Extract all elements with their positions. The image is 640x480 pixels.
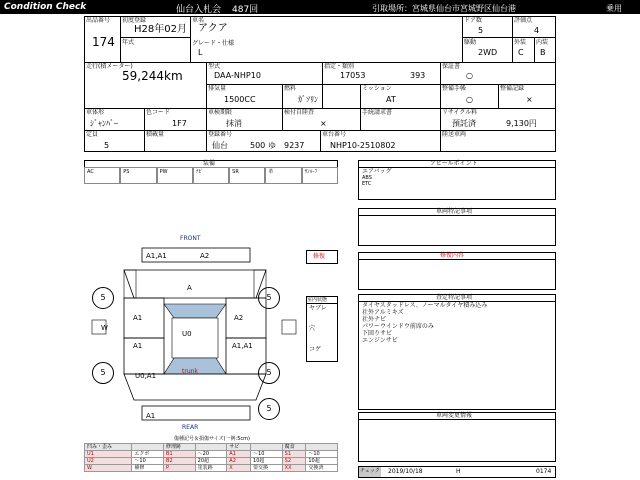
legend-cell: 塗装跡 xyxy=(195,465,227,472)
equipment-label: 装備 xyxy=(203,160,216,167)
legend-cell: 〜10 xyxy=(132,458,164,465)
interior-item-3: コゲ xyxy=(309,346,322,353)
vehicle-category: 乗用 xyxy=(606,4,622,13)
legend-cell: 20超 xyxy=(195,458,227,465)
legend-cell: B1 xyxy=(164,451,196,458)
appeal-line-3: ETC xyxy=(362,181,372,187)
body-type-label: 車体形 xyxy=(86,109,105,116)
first-reg-value: H28年02月 xyxy=(134,24,187,35)
inspection-date: 2019/10/18 xyxy=(388,468,423,475)
warranty-value: ○ xyxy=(466,71,473,80)
displacement-label: 排気量 xyxy=(208,85,227,92)
manual-value: ○ xyxy=(466,95,473,104)
front-label: FRONT xyxy=(180,235,201,242)
recycle-label: リサイクル料 xyxy=(442,109,478,116)
appeal-label: アピールポイント xyxy=(430,160,478,167)
footer-lot: 0174 xyxy=(536,468,552,475)
tire-front-right: 5 xyxy=(258,287,280,309)
appeal-line-2: ABS xyxy=(362,175,372,181)
capacity-label: 定員 xyxy=(86,131,99,138)
car-name-label: 車名 xyxy=(192,17,205,24)
equipment-cell xyxy=(265,167,301,184)
change-info-label: 車両変更情報 xyxy=(436,412,473,419)
exterior-grade: C xyxy=(518,48,524,57)
score-label: 評価点 xyxy=(514,17,533,24)
equipment-cell xyxy=(84,167,120,184)
legend-cell xyxy=(195,444,227,451)
exterior-label: 外装 xyxy=(514,39,527,46)
mark-mirror-left: W xyxy=(101,324,108,332)
equipment-item: ｻﾝﾙｰﾌ xyxy=(304,169,318,175)
legend-row xyxy=(85,458,338,465)
mark-left-rear-quarter: U0,A1 xyxy=(135,372,157,380)
legend-cell: S1 xyxy=(282,451,306,458)
equipment-item: PW xyxy=(159,169,168,175)
legend-cell: 〜20 xyxy=(195,451,227,458)
legend-cell: 修理跡 xyxy=(164,444,196,451)
repair-label: 修復 xyxy=(313,253,326,260)
capacity-value: 5 xyxy=(104,141,110,150)
inspector-note-4: パワーウインドウ前席のみ xyxy=(362,323,434,330)
auction-name: 仙台入札会 xyxy=(176,5,222,15)
pickup-location: 引取場所：宮城県仙台市宮城野区仙台港 xyxy=(372,4,516,13)
legend-row xyxy=(85,451,338,458)
mark-left-front-door: A1 xyxy=(133,314,143,322)
legend-cell: 〜10 xyxy=(251,451,283,458)
designation-label: 指定・類別 xyxy=(324,63,355,70)
mission-label: ミッション xyxy=(362,85,392,92)
legend-cell: 10超 xyxy=(306,458,338,465)
legend-cell: エクボ xyxy=(132,451,164,458)
legend-cell: X xyxy=(227,465,251,472)
legend-cell: 交換済 xyxy=(306,465,338,472)
odometer-label: 走行(積メーター) xyxy=(86,63,133,70)
trunk-label: trunk xyxy=(182,368,198,375)
session-number: 487回 xyxy=(232,5,259,15)
legend-cell: 〜10 xyxy=(306,451,338,458)
equipment-cell xyxy=(302,167,338,184)
legend-cell: S2 xyxy=(282,458,306,465)
color-code-value: 1F7 xyxy=(172,119,187,128)
inspector-note-1: タイヤスタッドレス、ノーマルタイヤ積み込み xyxy=(362,302,488,309)
recall-label: 手続請求書 xyxy=(362,109,393,116)
inspector-note-2: 社外アルミキズ xyxy=(362,309,404,316)
legend-cell: A2 xyxy=(227,458,251,465)
interior-item-2: 穴 xyxy=(309,325,316,332)
mark-hood: A xyxy=(187,284,192,292)
interior-item-1: ヤブレ xyxy=(309,305,327,312)
legend-cell xyxy=(251,444,283,451)
legend-cell: XX xyxy=(282,465,306,472)
equipment-item: ﾅﾋﾞ xyxy=(195,169,204,175)
equipment-item: PS xyxy=(123,169,130,175)
manual-label: 整備手帳 xyxy=(442,85,467,92)
legend-cell: A1 xyxy=(227,451,251,458)
warranty-label: 保証書 xyxy=(442,63,461,70)
inspection-value: 抹消 xyxy=(226,119,242,128)
score-value: 4 xyxy=(534,26,540,35)
spare-tire: 5 xyxy=(258,398,280,420)
legend-cell: P xyxy=(164,465,196,472)
reg-city: 仙台 xyxy=(212,141,228,150)
tire-rear-right: 5 xyxy=(258,362,280,384)
equipment-cell xyxy=(120,167,156,184)
pickup-label: 陸送車両 xyxy=(442,131,467,138)
type-label: 型式 xyxy=(208,63,221,70)
fuel-value: ｶﾞｿﾘﾝ xyxy=(298,95,318,104)
chassis-value: NHP10-2510802 xyxy=(330,141,396,150)
check-label: チェック xyxy=(360,468,380,474)
lot-number: 174 xyxy=(92,35,115,49)
legend-cell: 凹み・歪み xyxy=(85,444,132,451)
recycle-amount: 9,130円 xyxy=(506,119,537,128)
legend-cell: 10超 xyxy=(251,458,283,465)
record-value: × xyxy=(526,95,533,104)
legend-cell: U2 xyxy=(85,458,132,465)
displacement-value: 1500CC xyxy=(224,95,256,104)
mark-right-rear-door: A1,A1 xyxy=(232,342,253,350)
model-year-label: 年式 xyxy=(122,39,135,46)
inspector-note-5: 下回りサビ xyxy=(362,330,393,337)
rear-label: REAR xyxy=(182,424,199,431)
inspector-notes-label: 査定特記事項 xyxy=(436,294,473,301)
first-reg-label: 初度登録 xyxy=(122,17,147,24)
equipment-cell xyxy=(229,167,265,184)
body-type-value: ｼﾞｬﾝﾊﾞｰ xyxy=(90,119,118,128)
record-label: 整備記録 xyxy=(500,85,525,92)
inspector-note-3: 社外ナビ xyxy=(362,316,387,323)
chassis-label: 車台番号 xyxy=(322,131,347,138)
doors-value: 5 xyxy=(478,26,484,35)
tax-label: 検付自陸査 xyxy=(284,109,315,116)
inspector-mark: H xyxy=(456,468,461,475)
grade-value: L xyxy=(198,48,203,57)
color-code-label: 色コード xyxy=(146,109,171,116)
interior-grade: B xyxy=(540,48,546,57)
drive-value: 2WD xyxy=(478,48,498,57)
car-name: アクア xyxy=(198,23,228,34)
legend-table xyxy=(84,443,338,472)
drive-label: 駆動 xyxy=(464,39,477,46)
equipment-cell xyxy=(193,167,229,184)
equipment-cell xyxy=(157,167,193,184)
equipment-item: AC xyxy=(87,169,94,175)
legend-row xyxy=(85,465,338,472)
mark-front-bumper-right: A2 xyxy=(200,252,210,260)
legend-cell: 要交換 xyxy=(251,465,283,472)
reg-kana: ゆ xyxy=(268,141,276,150)
sheet-title: Condition Check xyxy=(4,2,87,12)
reg-no-label: 登録番号 xyxy=(208,131,233,138)
legend-cell: B2 xyxy=(164,458,196,465)
reg-number: 9237 xyxy=(284,141,305,150)
legend-cell: 補修 xyxy=(132,465,164,472)
header-bar xyxy=(0,0,640,14)
inspection-label: 車検期限 xyxy=(208,109,233,116)
fuel-label: 燃料 xyxy=(284,85,297,92)
equipment-item: SR xyxy=(232,169,239,175)
legend-row xyxy=(85,444,338,451)
special-notes-label: 車両特記事項 xyxy=(436,208,473,215)
doors-label: ドア数 xyxy=(464,17,482,24)
odometer-value: 59,244km xyxy=(122,69,183,83)
tire-rear-left: 5 xyxy=(92,362,114,384)
legend-cell: サビ xyxy=(227,444,251,451)
appeal-line-1: エアバッグ xyxy=(362,168,392,175)
mark-right-front-door: A2 xyxy=(234,314,244,322)
lot-label: 出品番号 xyxy=(86,17,111,24)
type-value: DAA-NHP10 xyxy=(214,71,261,80)
reg-class: 500 xyxy=(250,141,266,150)
legend-cell xyxy=(306,444,338,451)
tire-front-left: 5 xyxy=(92,287,114,309)
legend-cell: W xyxy=(85,465,132,472)
mark-front-bumper-left: A1,A1 xyxy=(146,252,167,260)
class-number: 393 xyxy=(410,71,426,80)
interior-label: 室内状態 xyxy=(307,297,328,303)
legend-title: 傷種記号＆損傷サイズ(一例:5cm) xyxy=(174,436,250,442)
legend-cell xyxy=(132,444,164,451)
recycle-status: 預託済 xyxy=(452,119,476,128)
repair-content-label: 修復内容 xyxy=(440,252,465,259)
designation-value: 17053 xyxy=(340,71,366,80)
mark-roof: U0 xyxy=(182,330,192,338)
load-label: 積載量 xyxy=(146,131,165,138)
legend-cell: U1 xyxy=(85,451,132,458)
grade-label: グレード・仕様 xyxy=(192,40,235,47)
interior-label: 内装 xyxy=(536,39,549,46)
legend-cell: 腐食 xyxy=(282,444,306,451)
inspector-note-6: エンジンサビ xyxy=(362,337,398,344)
equipment-item: 革 xyxy=(268,169,274,175)
mission-value: AT xyxy=(386,95,396,104)
mark-rear-bumper: A1 xyxy=(146,412,156,420)
tax-value: × xyxy=(320,119,327,128)
mark-left-rear-door: A1 xyxy=(133,342,143,350)
